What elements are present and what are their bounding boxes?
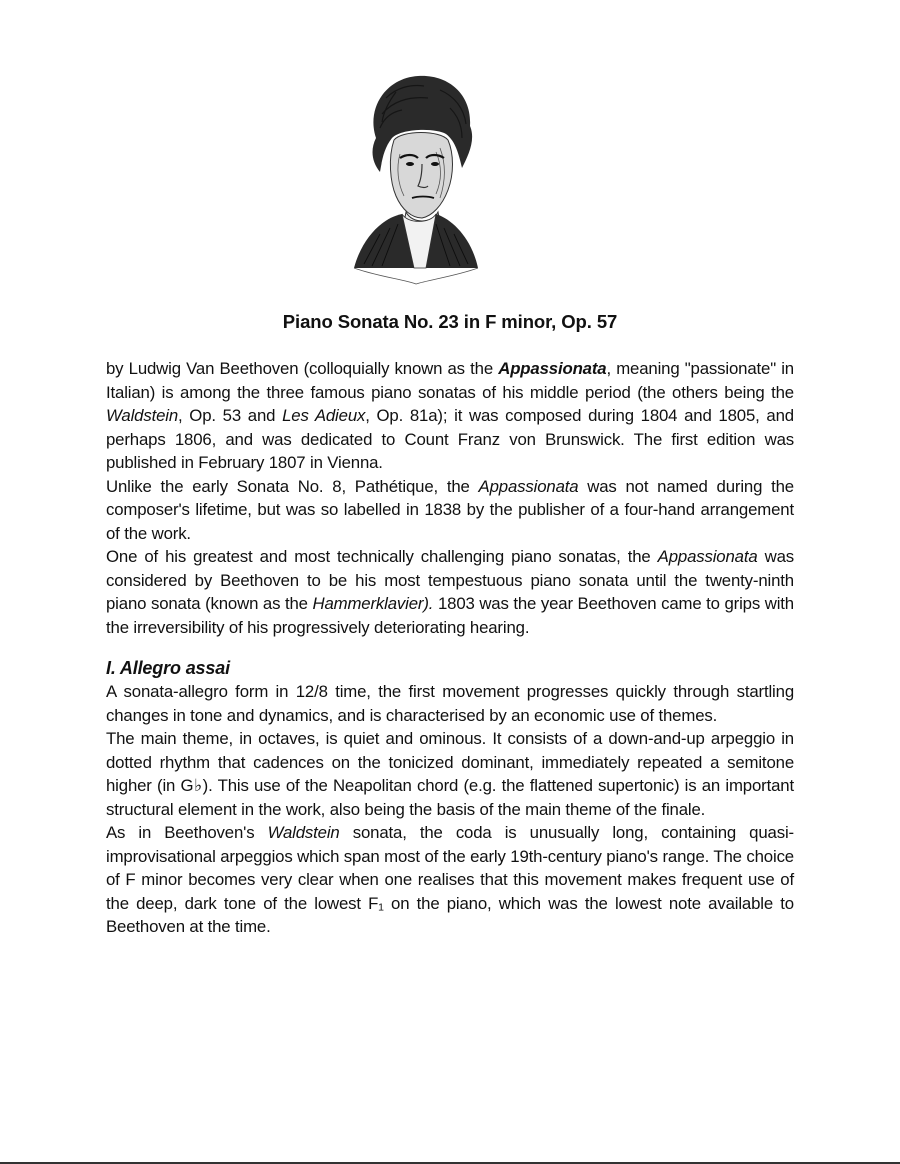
work-title-italic: Waldstein [106,406,179,425]
work-title-italic: Appassionata [478,476,579,496]
work-title-italic: Les Adieux [282,406,366,425]
work-title-italic: Hammerklavier). [312,594,434,613]
text-run: by Ludwig Van Beethoven (colloquially known as the [106,359,499,378]
section-paragraph-2: The main theme, in octaves, is quiet and ominous. It consists of a down-and-up arpeggio in dotted rhythm that cadences on the tonicized dominant, immediately repeated a semitone higher (in G♭). This use of the Neapolitan chord (e.g. the flattened supertonic) is an important structural element in the work, also being the basis of the main theme of the finale. [106,729,794,819]
intro-paragraph-1 [106,357,794,475]
text-run: was considered by Beethoven to be his most tempestuous piano sonata until the twenty-ninth piano sonata (known as the [106,547,795,613]
text-run: Unlike the early Sonata No. 8, Pathétique, the [106,476,479,496]
work-title-emphasis: Appassionata [498,359,607,378]
work-title-italic: Waldstein [267,823,340,842]
section-heading: I. Allegro assai [106,658,230,678]
document-title: Piano Sonata No. 23 in F minor, Op. 57 [282,311,618,332]
intro-paragraph-3 [106,545,794,639]
text-run: was not named during the composer's lifetime, but was so labelled in 1838 by the publisher of a four-hand arrangement of the work. [106,476,794,543]
text-run: , Op. 81a); it was composed during 1804 and 1805, and perhaps 1806, and was dedicated to Count Franz von Brunswick. The first edition was published in February 1807 in Vienna. [106,406,794,472]
text-run: , meaning "passionate" in Italian) is among the three famous piano sonatas of his middle period (the others being the [106,359,794,402]
text-run: 1803 was the year Beethoven came to grips with the irreversibility of his progressively deteriorating hearing. [106,594,794,637]
document-body [106,357,794,939]
text-run: One of his greatest and most technically challenging piano sonatas, the [106,547,658,566]
text-run: As in Beethoven's [106,823,268,842]
section-paragraph-1: A sonata-allegro form in 12/8 time, the first movement progresses quickly through startling changes in tone and dynamics, and is characterised by an economic use of themes. [106,682,794,725]
section-paragraph-3 [106,821,794,939]
intro-paragraph-2 [106,475,794,546]
beethoven-portrait-icon [336,68,496,288]
work-title-italic: Appassionata [657,547,758,566]
text-run: , Op. 53 and [178,406,283,425]
text-run: sonata, the coda is unusually long, containing quasi-improvisational arpeggios which span most of the early 19th-century piano's range. The choice of F minor becomes very clear when one realises that this movement makes frequent use of the deep, dark tone of the lowest F₁ on the piano, which was the lowest note available to Beethoven at the time. [106,823,794,936]
